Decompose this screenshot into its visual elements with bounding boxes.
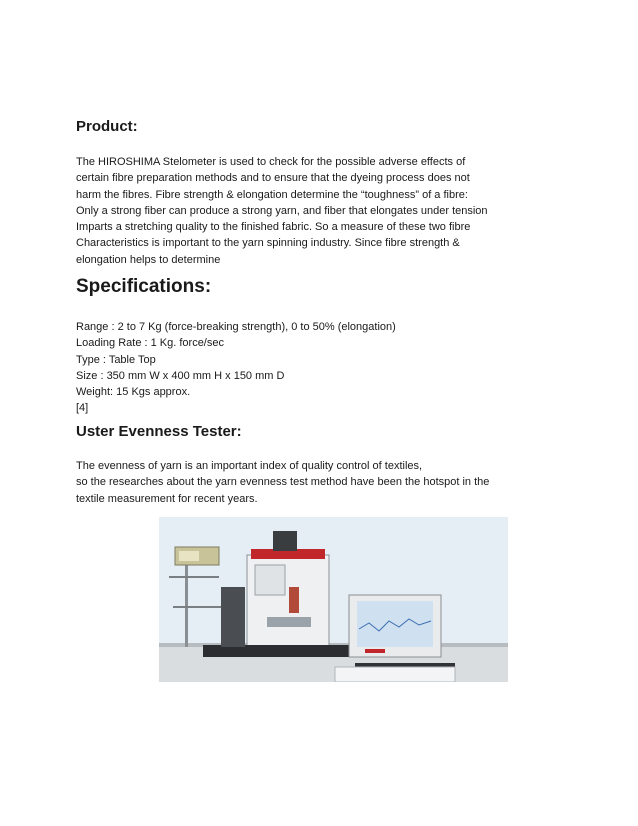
uster-paragraph <box>76 458 526 507</box>
stand-box-panel <box>179 551 199 561</box>
instrument-bobbin <box>289 587 299 613</box>
spec-size: Size : 350 mm W x 400 mm H x 150 mm D <box>76 369 285 382</box>
spec-loading-rate: Loading Rate : 1 Kg. force/sec <box>76 337 224 350</box>
paragraph-line: The HIROSHIMA Stelometer is used to check for the possible adverse effects of <box>76 156 466 168</box>
paragraph-line: so the researches about the yarn evenness test method have been the hotspot in the <box>76 476 490 489</box>
product-heading: Product: <box>76 118 138 135</box>
instrument-panel <box>255 565 285 595</box>
spec-type: Type : Table Top <box>76 353 156 366</box>
specifications-heading: Specifications: <box>76 276 212 297</box>
uster-tester-photo <box>159 517 508 682</box>
citation-ref: [4] <box>76 402 89 415</box>
uster-heading: Uster Evenness Tester: <box>76 423 242 440</box>
product-paragraph <box>76 154 526 268</box>
paragraph-line: The evenness of yarn is an important index of quality control of textiles, <box>76 460 423 472</box>
paragraph-line: Imparts a stretching quality to the finished fabric. So a measure of these two fibre <box>76 221 471 234</box>
spec-range: Range : 2 to 7 Kg (force-breaking strength), 0 to 50% (elongation) <box>76 321 396 333</box>
stand-pole <box>185 557 188 647</box>
paragraph-line: Characteristics is important to the yarn spinning industry. Since fibre strength & <box>76 237 460 250</box>
bench-cabinet <box>335 667 455 682</box>
side-unit <box>221 587 245 647</box>
paragraph-line: harm the fibres. Fibre strength & elongation determine the “toughness” of a fibre: <box>76 188 468 201</box>
specifications-list <box>76 319 526 417</box>
instrument-head <box>273 531 297 551</box>
spec-weight: Weight: 15 Kgs approx. <box>76 386 191 399</box>
paragraph-line: elongation helps to determine <box>76 253 221 266</box>
instrument-slot <box>267 617 311 627</box>
paragraph-line: textile measurement for recent years. <box>76 492 258 505</box>
paragraph-line: certain fibre preparation methods and to ensure that the dyeing process does not <box>76 172 470 185</box>
monitor-badge <box>365 649 385 653</box>
paragraph-line: Only a strong fiber can produce a strong yarn, and fiber that elongates under tension <box>76 204 488 217</box>
